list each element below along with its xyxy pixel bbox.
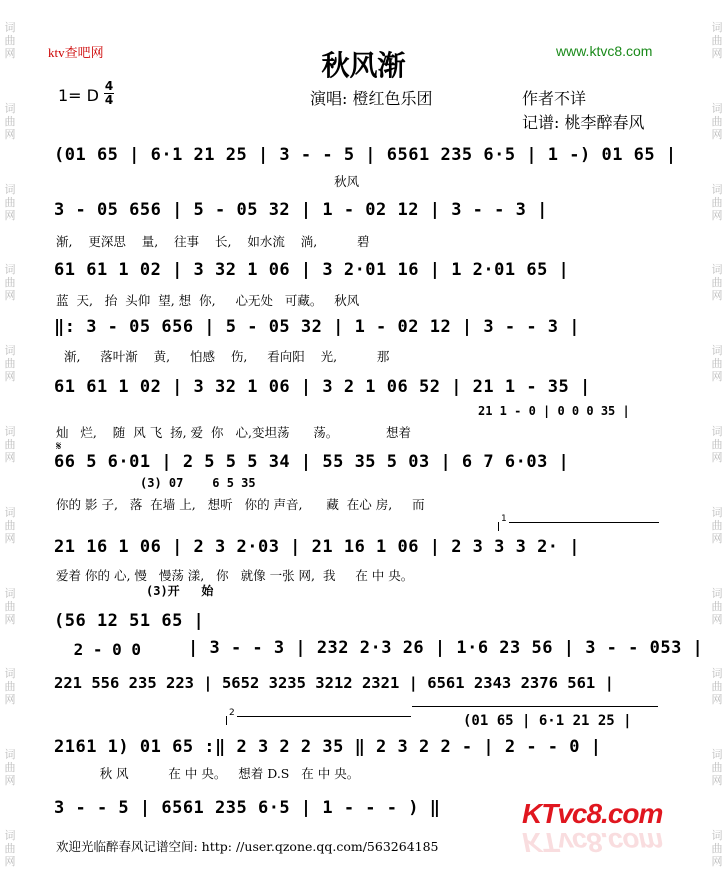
volta-bracket: 1 bbox=[498, 522, 659, 531]
watermark-text: 词 曲 网 bbox=[4, 424, 16, 464]
lyric-row: 秋 风 在 中 央。 想着 D.S 在 中 央。 bbox=[56, 766, 360, 781]
lyric-row: 灿 烂, 随 风 飞 扬, 爱 你 心,变坦荡 荡。 想着 bbox=[56, 425, 411, 440]
notation-row: 2161 1) 01 65 :‖ 2 3 2 2 35 ‖ 2 3 2 2 - | 2 - - 0 | bbox=[54, 737, 602, 757]
notation-row: 66 5 6·01 | 2 5 5 5 34 | 55 35 5 03 | 6 7 6·03 | bbox=[54, 452, 570, 472]
watermark-text: 词 曲 网 bbox=[711, 586, 723, 626]
watermark-text: 词 曲 网 bbox=[711, 667, 723, 707]
lyric-row: 你的 影 子, 落 在墙 上, 想听 你的 声音, 藏 在心 房, 而 bbox=[56, 497, 425, 512]
lyric-row: 爱着 你的 心, 慢 慢荡 漾, 你 就像 一张 网, 我 在 中 央。 bbox=[56, 568, 414, 583]
watermark-text: 词 曲 网 bbox=[4, 586, 16, 626]
ktv-logo: KTvc8.com bbox=[522, 798, 663, 829]
watermark-text: 词 曲 网 bbox=[4, 748, 16, 788]
right-watermark bbox=[707, 0, 727, 889]
watermark-text: 词 曲 网 bbox=[4, 667, 16, 707]
alt-notation: (01 65 | 6·1 21 25 | bbox=[463, 713, 632, 729]
alt-notation: (3)开 始 bbox=[146, 584, 214, 598]
alt-notation: (3) 07 6 5 35 bbox=[140, 476, 256, 490]
site-label-left[interactable]: ktv查吧网 bbox=[48, 45, 104, 60]
lyric-row: 秋风 bbox=[56, 174, 360, 189]
left-watermark bbox=[0, 0, 20, 889]
watermark-text: 词 曲 网 bbox=[4, 20, 16, 60]
watermark-text: 词 曲 网 bbox=[711, 344, 723, 384]
watermark-text: 词 曲 网 bbox=[711, 182, 723, 222]
watermark-text: 词 曲 网 bbox=[4, 101, 16, 141]
watermark-text: 词 曲 网 bbox=[4, 182, 16, 222]
volta-bracket: 2 bbox=[226, 716, 411, 725]
segno-icon: 𝄋 bbox=[56, 438, 62, 453]
watermark-text: 词 曲 网 bbox=[711, 263, 723, 303]
notation-row: (56 12 51 65 | bbox=[54, 611, 205, 631]
notation-row: 21 16 1 06 | 2 3 2·03 | 21 16 1 06 | 2 3 3 3 2· | bbox=[54, 537, 581, 557]
notation-row: | 3 - - 3 | 232 2·3 26 | 1·6 23 56 | 3 - - 053 | bbox=[188, 638, 704, 658]
notation-row: 3 - - 5 | 6561 235 6·5 | 1 - - - ) ‖ bbox=[54, 798, 441, 818]
site-url-right[interactable]: www.ktvc8.com bbox=[556, 43, 653, 59]
key-signature: 1= D bbox=[58, 86, 99, 105]
time-sig-bottom: 4 bbox=[104, 93, 114, 107]
watermark-text: 词 曲 网 bbox=[711, 424, 723, 464]
watermark-text: 词 曲 网 bbox=[4, 344, 16, 384]
notation-row: ‖: 3 - 05 656 | 5 - 05 32 | 1 - 02 12 | 3 - - 3 | bbox=[54, 317, 581, 337]
singer-credit: 演唱: 橙红色乐团 bbox=[310, 89, 433, 108]
alt-notation: 21 1 - 0 | 0 0 0 35 | bbox=[478, 404, 630, 418]
song-title: 秋风渐 bbox=[321, 49, 406, 82]
lyric-row: 渐, 更深思 量, 往事 长, 如水流 淌, 碧 bbox=[56, 234, 370, 249]
notation-row: 61 61 1 02 | 3 32 1 06 | 3 2·01 16 | 1 2·01 65 | bbox=[54, 260, 570, 280]
composer-credit: 作者不详 bbox=[522, 89, 587, 108]
watermark-text: 词 曲 网 bbox=[711, 748, 723, 788]
time-sig-top: 4 bbox=[104, 79, 114, 93]
footer-text[interactable]: 欢迎光临醉春风记谱空间: http: //user.qzone.qq.com/563264185 bbox=[56, 839, 439, 854]
lyric-row: 蓝 天, 抬 头仰 望, 想 你, 心无处 可藏。 秋风 bbox=[56, 293, 360, 308]
watermark-text: 词 曲 网 bbox=[711, 101, 723, 141]
watermark-text: 词 曲 网 bbox=[711, 829, 723, 869]
notation-row: 3 - 05 656 | 5 - 05 32 | 1 - 02 12 | 3 - - 3 | bbox=[54, 200, 548, 220]
alt-notation: 2 - 0 0 bbox=[64, 640, 142, 659]
notation-row: 221 556 235 223 | 5652 3235 3212 2321 | 6561 2343 2376 561 | bbox=[54, 674, 614, 692]
notation-row: (01 65 | 6·1 21 25 | 3 - - 5 | 6561 235 6·5 | 1 -) 01 65 | bbox=[54, 145, 677, 165]
watermark-text: 词 曲 网 bbox=[4, 829, 16, 869]
time-signature bbox=[104, 80, 114, 107]
ktv-logo-reflection: KTvc8.com bbox=[522, 827, 663, 858]
watermark-text: 词 曲 网 bbox=[4, 505, 16, 545]
watermark-text: 词 曲 网 bbox=[711, 20, 723, 60]
lyric-row: 渐, 落叶渐 黄, 怕感 伤, 看向阳 光, 那 bbox=[56, 349, 390, 364]
watermark-text: 词 曲 网 bbox=[711, 505, 723, 545]
transcriber-credit: 记谱: 桃李醉春风 bbox=[522, 113, 645, 132]
watermark-text: 词 曲 网 bbox=[4, 263, 16, 303]
notation-row: 61 61 1 02 | 3 32 1 06 | 3 2 1 06 52 | 21 1 - 35 | bbox=[54, 377, 591, 397]
